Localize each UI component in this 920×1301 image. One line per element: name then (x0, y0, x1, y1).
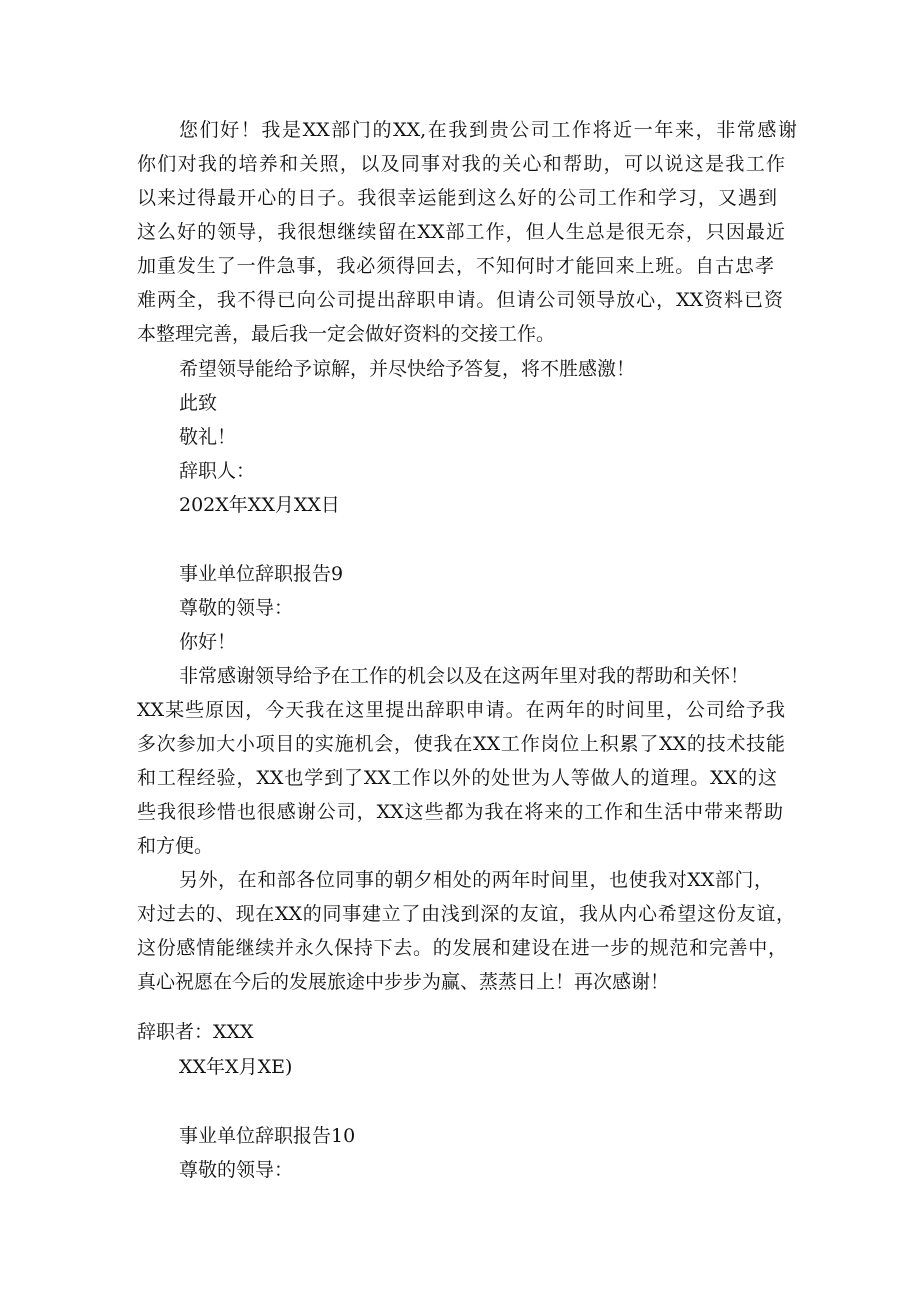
letter3-title: 事业单位辞职报告10 (179, 1125, 356, 1147)
letter1-closing-2: 敬礼！ (179, 426, 237, 448)
letter2-para1-line-5: 些我很珍惜也很感谢公司，XX这些都为我在将来的工作和生活中带来帮助 (137, 801, 783, 823)
letter1-para1-line-2: 你们对我的培养和关照，以及同事对我的关心和帮助，可以说这是我工作 (137, 153, 785, 175)
letter1-para1-line-5: 加重发生了一件急事，我必须得回去，不知何时才能回来上班。自古忠孝 (137, 255, 774, 277)
letter2-date: XX年X月XE) (179, 1056, 293, 1078)
letter1-date: 202X年XX月XX日 (179, 494, 340, 516)
letter1-para1-line-1: 您们好！我是XX部门的XX,在我到贵公司工作将近一年来，非常感谢 (179, 119, 797, 141)
letter2-para1-line-1: 非常感谢领导给予在工作的机会以及在这两年里对我的帮助和关怀！ (179, 665, 750, 687)
letter1-signer: 辞职人： (179, 460, 256, 482)
letter2-signer: 辞职者：XXX (137, 1021, 254, 1043)
letter1-para1-line-7: 本整理完善，最后我一定会做好资料的交接工作。 (137, 323, 556, 345)
letter1-para1-line-4: 这么好的领导，我很想继续留在XX部工作，但人生总是很无奈，只因最近 (137, 221, 785, 243)
letter2-para2-line-1: 另外，在和部各位同事的朝夕相处的两年时间里，也使我对XX部门， (179, 869, 773, 891)
letter2-para1-line-3: 多次参加大小项目的实施机会，使我在XX工作岗位上积累了XX的技术技能 (137, 733, 785, 755)
letter2-para1-line-6: 和方便。 (137, 835, 214, 857)
letter2-salutation: 尊敬的领导： (179, 597, 294, 619)
letter2-para2-line-3: 这份感情能继续并永久保持下去。的发展和建设在进一步的规范和完善中， (137, 937, 787, 959)
letter2-para2-line-4: 真心祝愿在今后的发展旅途中步步为赢、蒸蒸日上！再次感谢！ (137, 971, 670, 993)
letter3-salutation: 尊敬的领导： (179, 1159, 294, 1181)
letter1-para1-line-3: 以来过得最开心的日子。我很幸运能到这么好的公司工作和学习，又遇到 (137, 187, 777, 209)
letter2-para1-line-4: 和工程经验，XX也学到了XX工作以外的处世为人等做人的道理。XX的这 (137, 767, 777, 789)
letter1-closing-1: 此致 (179, 392, 218, 414)
letter1-para1-line-6: 难两全，我不得已向公司提出辞职申请。但请公司领导放心，XX资料已资 (137, 289, 783, 311)
letter2-title: 事业单位辞职报告9 (179, 563, 344, 585)
letter2-greeting: 你好！ (179, 631, 237, 653)
letter1-para2: 希望领导能给予谅解，并尽快给予答复，将不胜感激！ (179, 358, 636, 380)
letter2-para1-line-2: XX某些原因，今天我在这里提出辞职申请。在两年的时间里，公司给予我 (137, 699, 785, 721)
letter2-para2-line-2: 对过去的、现在XX的同事建立了由浅到深的友谊，我从内心希望这份友谊， (137, 903, 795, 925)
